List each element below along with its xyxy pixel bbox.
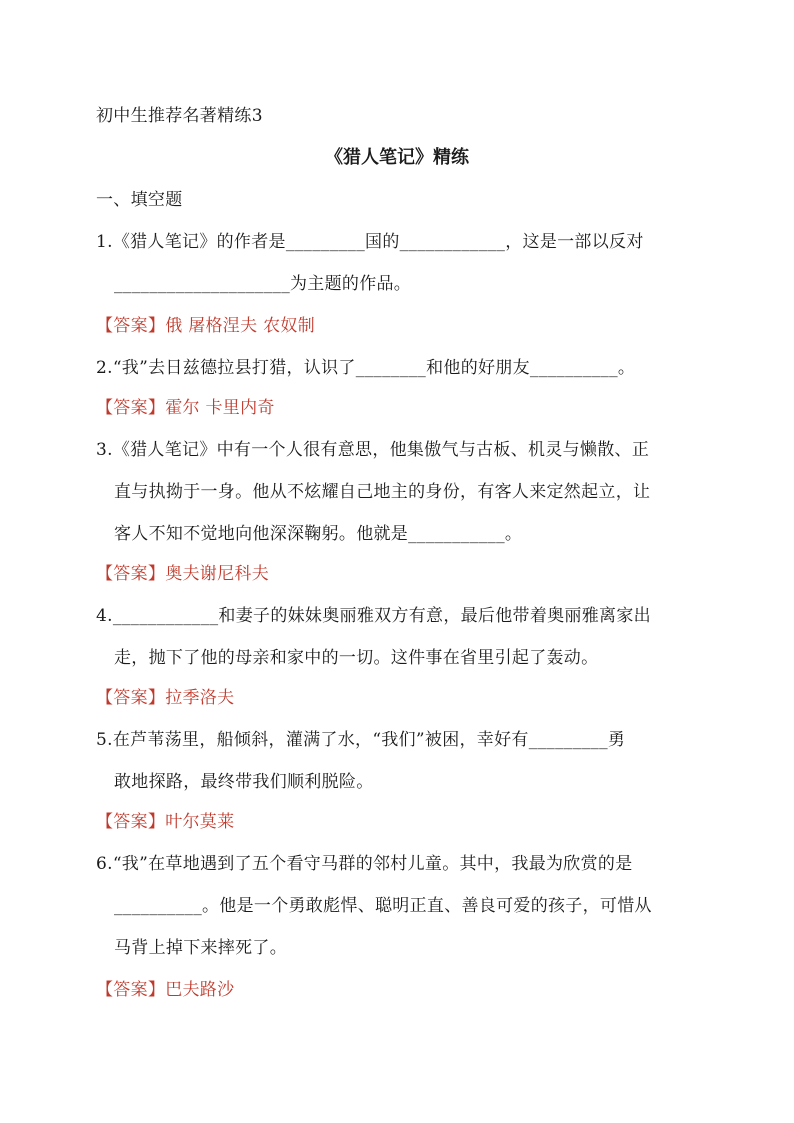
question-6-line-1: 6.“我”在草地遇到了五个看守马群的邻村儿童。其中，我最为欣赏的是 [96,854,633,874]
question-3-line-1: 3.《猎人笔记》中有一个人很有意思，他集傲气与古板、机灵与懒散、正 [96,440,650,460]
question-5-line-1: 5.在芦苇荡里，船倾斜，灌满了水，“我们”被困，幸好有_________勇 [96,730,626,750]
question-1-line-2: ____________________为主题的作品。 [114,274,412,294]
question-1-answer: 【答案】俄 屠格涅夫 农奴制 [96,316,316,336]
series-heading: 初中生推荐名著精练3 [96,106,263,126]
question-3-line-3: 客人不知不觉地向他深深鞠躬。他就是___________。 [114,524,523,544]
page-title: 《猎人笔记》精练 [325,147,469,168]
question-1-line-1: 1.《猎人笔记》的作者是_________国的____________，这是一部以反对 [96,232,644,252]
question-3-answer: 【答案】奥夫谢尼科夫 [96,564,269,584]
question-4-answer: 【答案】拉季洛夫 [96,688,235,708]
section-heading: 一、填空题 [96,190,183,210]
question-2-answer: 【答案】霍尔 卡里内奇 [96,398,275,418]
question-5-line-2: 敢地探路，最终带我们顺利脱险。 [114,772,374,792]
question-2-line-1: 2.“我”去日兹德拉县打猎，认识了________和他的好朋友__________。 [96,358,636,378]
question-6-line-3: 马背上掉下来摔死了。 [114,938,287,958]
question-4-line-2: 走，抛下了他的母亲和家中的一切。这件事在省里引起了轰动。 [114,648,599,668]
question-6-answer: 【答案】巴夫路沙 [96,980,235,1000]
question-3-line-2: 直与执拗于一身。他从不炫耀自己地主的身份，有客人来定然起立，让 [114,482,651,502]
question-6-line-2: __________。他是一个勇敢彪悍、聪明正直、善良可爱的孩子，可惜从 [114,896,652,916]
question-5-answer: 【答案】叶尔莫莱 [96,812,235,832]
question-4-line-1: 4.____________和妻子的妹妹奥丽雅双方有意，最后他带着奥丽雅离家出 [96,606,651,626]
